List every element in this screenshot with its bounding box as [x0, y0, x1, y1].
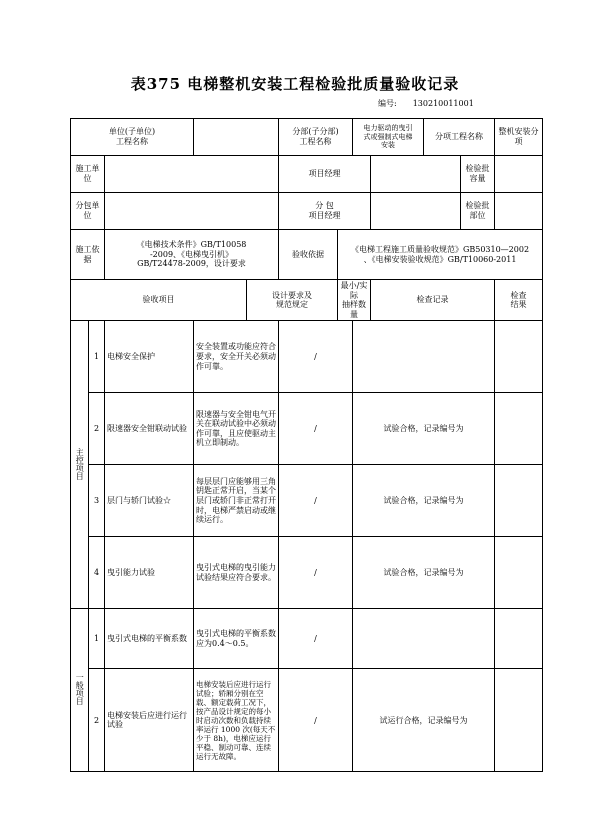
col-result	[495, 280, 543, 321]
batch-capacity-value[interactable]	[495, 156, 543, 193]
item-no: 4	[89, 537, 105, 609]
item-sample-size: /	[279, 537, 353, 609]
main-group-label	[71, 321, 89, 609]
sub-pm-value[interactable]	[371, 193, 461, 230]
batch-position-label: 检验批部位	[461, 193, 495, 230]
subitem-label: 分项工程名称	[424, 119, 495, 156]
item-name: 限速器安全钳联动试验	[105, 393, 194, 465]
item-no: 1	[89, 609, 105, 669]
item-record[interactable]: 试验合格，记录编号为	[353, 465, 495, 537]
subitem-value: 整机安装分项	[495, 119, 543, 156]
general-group-label	[71, 609, 89, 772]
item-requirement: 安全装置或功能应符合要求，安全开关必须动作可靠。	[194, 321, 279, 393]
subdivision-value	[353, 119, 424, 156]
item-sample-size: /	[279, 465, 353, 537]
item-requirement: 每层层门应能够用三角钥匙正常开启，当某个层门或轿门非正常打开时，电梯严禁启动或继续运行。	[194, 465, 279, 537]
table-row	[71, 321, 543, 393]
col-result-text: 检查 结果	[510, 290, 527, 310]
item-record[interactable]: 试运行合格，记录编号为	[353, 669, 495, 772]
col-requirement-text: 设计要求及 规范规定	[272, 290, 313, 310]
subcontractor-label: 分包单位	[71, 193, 105, 230]
record-number-value: 130210011001	[412, 99, 474, 108]
batch-position-value[interactable]	[495, 193, 543, 230]
table-row	[71, 465, 543, 537]
record-number	[378, 98, 474, 109]
item-requirement: 曳引式电梯的平衡系数应为0.4～0.5。	[194, 609, 279, 669]
item-result[interactable]	[495, 669, 543, 772]
col-record: 检查记录	[371, 280, 495, 321]
item-name: 曳引能力试验	[105, 537, 194, 609]
item-requirement: 曳引式电梯的曳引能力试验结果应符合要求。	[194, 537, 279, 609]
sub-pm-label	[279, 193, 371, 230]
item-no: 2	[89, 669, 105, 772]
subdivision-label	[279, 119, 353, 156]
col-sample-size	[338, 280, 371, 321]
table-row	[71, 609, 543, 669]
subdivision-value-text: 电力驱动的曳引 式或强制式电梯 安装	[363, 124, 413, 150]
sub-pm-label-text: 分 包 项目经理	[308, 201, 341, 220]
item-sample-size: /	[279, 393, 353, 465]
item-requirement: 电梯安装后应进行运行试验；轿厢分别在空载、额定载荷工况下，按产品设计规定的每小时启动次数和负载持续率运行 1000 次(每天不少于 8h)，电梯应运行平稳、制动可靠、连续运行无故障。	[194, 669, 279, 772]
construction-basis-text: 《电梯技术条件》GB/T10058 -2009、《电梯曳引机》 GB/T24478-2009，设计要求	[136, 240, 247, 269]
item-no: 3	[89, 465, 105, 537]
acceptance-basis-text: 《电梯工程施工质量验收规范》GB50310—2002 、《电梯安装验收规范》GB/T10060-2011	[350, 244, 530, 264]
table-row	[71, 537, 543, 609]
subdivision-label-text: 分部(子分部) 工程名称	[292, 127, 339, 146]
main-group-text: 主控项目	[75, 447, 85, 480]
unit-project-label	[71, 119, 194, 156]
project-manager-label: 项目经理	[279, 156, 371, 193]
col-sample-size-text: 最小/实际 抽样数量	[340, 281, 368, 319]
acceptance-basis-label: 验收依据	[279, 230, 338, 280]
item-no: 2	[89, 393, 105, 465]
item-result[interactable]	[495, 609, 543, 669]
construction-basis-value	[105, 230, 279, 280]
unit-project-value[interactable]	[194, 119, 279, 156]
batch-capacity-label: 检验批容量	[461, 156, 495, 193]
item-name: 曳引式电梯的平衡系数	[105, 609, 194, 669]
subcontractor-value[interactable]	[105, 193, 279, 230]
table-row	[71, 669, 543, 772]
item-result[interactable]	[495, 537, 543, 609]
item-record[interactable]	[353, 609, 495, 669]
item-result[interactable]	[495, 393, 543, 465]
item-record[interactable]	[353, 321, 495, 393]
construction-unit-value[interactable]	[105, 156, 279, 193]
item-name: 层门与轿门试验☆	[105, 465, 194, 537]
col-item: 验收项目	[71, 280, 247, 321]
page-title: 表375 电梯整机安装工程检验批质量验收记录	[130, 75, 460, 93]
item-result[interactable]	[495, 321, 543, 393]
general-group-text: 一般项目	[75, 673, 85, 706]
item-no: 1	[89, 321, 105, 393]
table-row	[71, 393, 543, 465]
project-manager-value[interactable]	[371, 156, 461, 193]
item-sample-size: /	[279, 321, 353, 393]
item-result[interactable]	[495, 465, 543, 537]
unit-project-label-text: 单位(子单位) 工程名称	[108, 127, 156, 146]
item-sample-size: /	[279, 669, 353, 772]
item-record[interactable]: 试验合格，记录编号为	[353, 537, 495, 609]
item-name: 电梯安全保护	[105, 321, 194, 393]
item-name: 电梯安装后应进行运行试验	[105, 669, 194, 772]
acceptance-record-table	[70, 118, 543, 772]
construction-unit-label: 施工单位	[71, 156, 105, 193]
item-sample-size: /	[279, 609, 353, 669]
item-requirement: 限速器与安全钳电气开关在联动试验中必须动作可靠，且应使驱动主机立即制动。	[194, 393, 279, 465]
record-number-label: 编号:	[378, 99, 397, 108]
acceptance-basis-value	[338, 230, 543, 280]
construction-basis-label: 施工依据	[71, 230, 105, 280]
item-record[interactable]: 试验合格，记录编号为	[353, 393, 495, 465]
col-requirement	[247, 280, 338, 321]
